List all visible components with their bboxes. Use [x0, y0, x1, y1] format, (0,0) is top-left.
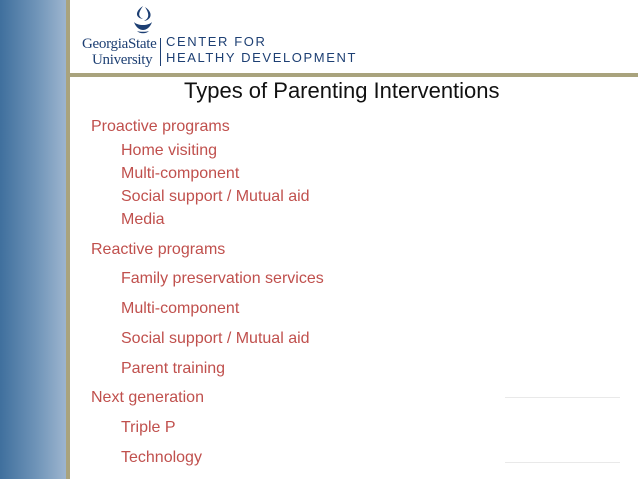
item-multi-component: Multi-component [121, 300, 240, 317]
item-home-visiting: Home visiting [121, 142, 218, 159]
faint-artifact-line [505, 397, 620, 398]
slide-title: Types of Parenting Interventions [184, 78, 500, 103]
faint-artifact-line [505, 462, 620, 463]
item-social-support: Social support / Mutual aid [121, 330, 310, 347]
flame-logo-icon [126, 4, 160, 38]
item-triple-p: Triple P [121, 419, 176, 436]
center-name-line2: HEALTHY DEVELOPMENT [166, 50, 358, 65]
item-parent-training: Parent training [121, 360, 226, 377]
item-media: Media [121, 211, 165, 228]
category-proactive: Proactive programs [91, 118, 230, 135]
item-technology: Technology [121, 449, 202, 466]
item-social-support: Social support / Mutual aid [121, 188, 310, 205]
center-name-line1: CENTER FOR [166, 34, 267, 49]
item-family-preservation: Family preservation services [121, 270, 324, 287]
university-name-line2: University [92, 52, 153, 68]
logo-divider [160, 38, 161, 66]
header-divider-rule [70, 73, 638, 77]
side-color-band [0, 0, 66, 479]
university-name-line1: GeorgiaState [82, 36, 157, 52]
category-reactive: Reactive programs [91, 241, 226, 258]
category-next-generation: Next generation [91, 389, 204, 406]
item-multi-component: Multi-component [121, 165, 240, 182]
